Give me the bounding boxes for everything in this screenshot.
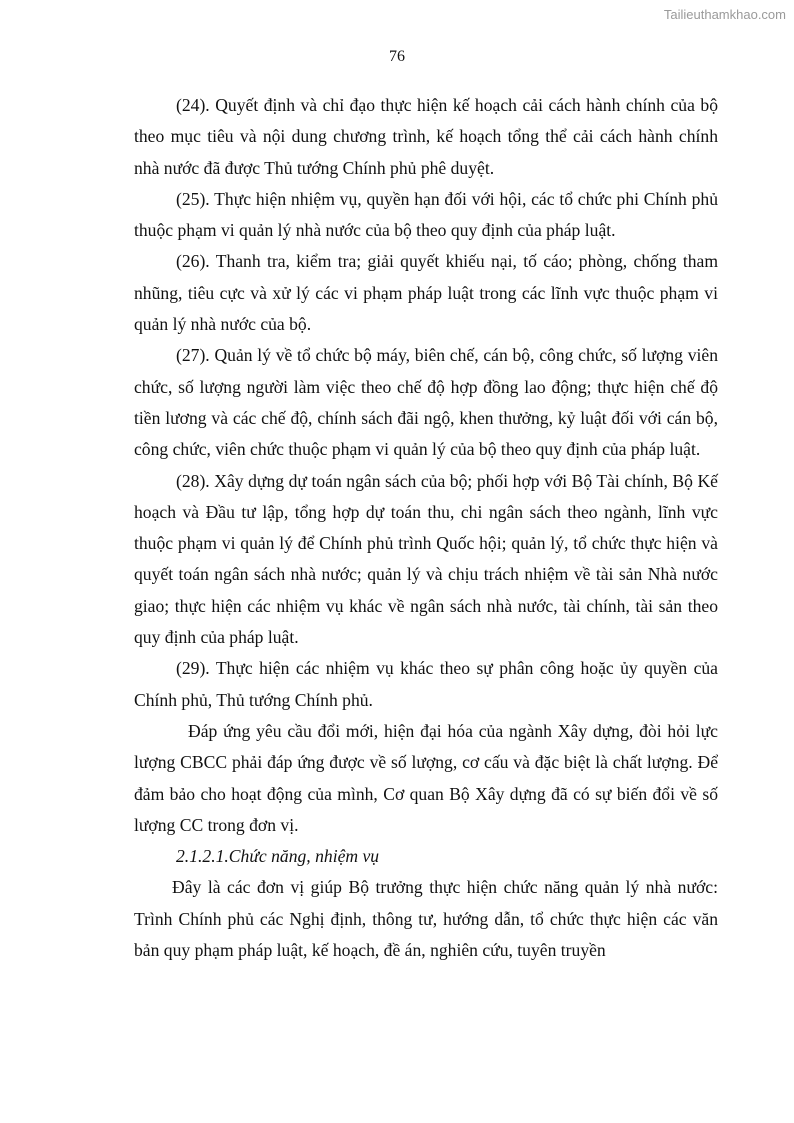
section-heading: 2.1.2.1.Chức năng, nhiệm vụ bbox=[176, 846, 380, 867]
paragraph-24: (24). Quyết định và chỉ đạo thực hiện kế hoạch cải cách hành chính của bộ theo mục tiêu và nội dung chương trình, kế hoạch tổng thể cải cách hành chính nhà nước đã được Thủ tướng Chính phủ phê duyệt. bbox=[134, 95, 718, 178]
paragraph-26: (26). Thanh tra, kiểm tra; giải quyết khiếu nại, tố cáo; phòng, chống tham nhũng, tiêu cực và xử lý các vi phạm pháp luật trong các lĩnh vực thuộc phạm vi quản lý nhà nước của bộ. bbox=[134, 251, 718, 335]
paragraph-25: (25). Thực hiện nhiệm vụ, quyền hạn đối với hội, các tổ chức phi Chính phủ thuộc phạm vi quản lý nhà nước của bộ theo quy định của pháp luật. bbox=[134, 188, 718, 241]
paragraph-28: (28). Xây dựng dự toán ngân sách của bộ; phối hợp với Bộ Tài chính, Bộ Kế hoạch và Đầu tư lập, tổng hợp dự toán thu, chi ngân sách theo ngành, lĩnh vực thuộc phạm vi quản lý để Chính phủ trình Quốc hội; quản lý, tổ chức thực hiện và quyết toán ngân sách nhà nước; quản lý và chịu trách nhiệm về tài sản Nhà nước giao; thực hiện các nhiệm vụ khác về ngân sách nhà nước, tài chính, tài sản theo quy định của pháp luật. bbox=[134, 470, 718, 648]
paragraph-summary: Đáp ứng yêu cầu đổi mới, hiện đại hóa của ngành Xây dựng, đòi hỏi lực lượng CBCC phải đáp ứng được về số lượng, cơ cấu và đặc biệt là chất lượng. Để đảm bảo cho hoạt động của mình, Cơ quan Bộ Xây dựng đã có sự biến đổi về số lượng CC trong đơn vị. bbox=[134, 720, 718, 835]
paragraph-27: (27). Quản lý về tổ chức bộ máy, biên chế, cán bộ, công chức, số lượng viên chức, số lượng người làm việc theo chế độ hợp đồng lao động; thực hiện chế độ tiền lương và các chế độ, chính sách đãi ngộ, khen thưởng, kỷ luật đối với cán bộ, công chức, viên chức thuộc phạm vi quản lý của bộ theo quy định của pháp luật. bbox=[134, 345, 718, 460]
paragraph-closing: Đây là các đơn vị giúp Bộ trưởng thực hiện chức năng quản lý nhà nước: Trình Chính phủ các Nghị định, thông tư, hướng dẫn, tổ chức thực hiện các văn bản quy phạm pháp luật, kế hoạch, đề án, nghiên cứu, tuyên truyền bbox=[134, 877, 718, 961]
document-body bbox=[134, 90, 718, 966]
paragraph-29: (29). Thực hiện các nhiệm vụ khác theo sự phân công hoặc ủy quyền của Chính phủ, Thủ tướng Chính phủ. bbox=[134, 658, 718, 710]
watermark-text: Tailieuthamkhao.com bbox=[663, 7, 786, 22]
page-number: 76 bbox=[389, 48, 405, 65]
